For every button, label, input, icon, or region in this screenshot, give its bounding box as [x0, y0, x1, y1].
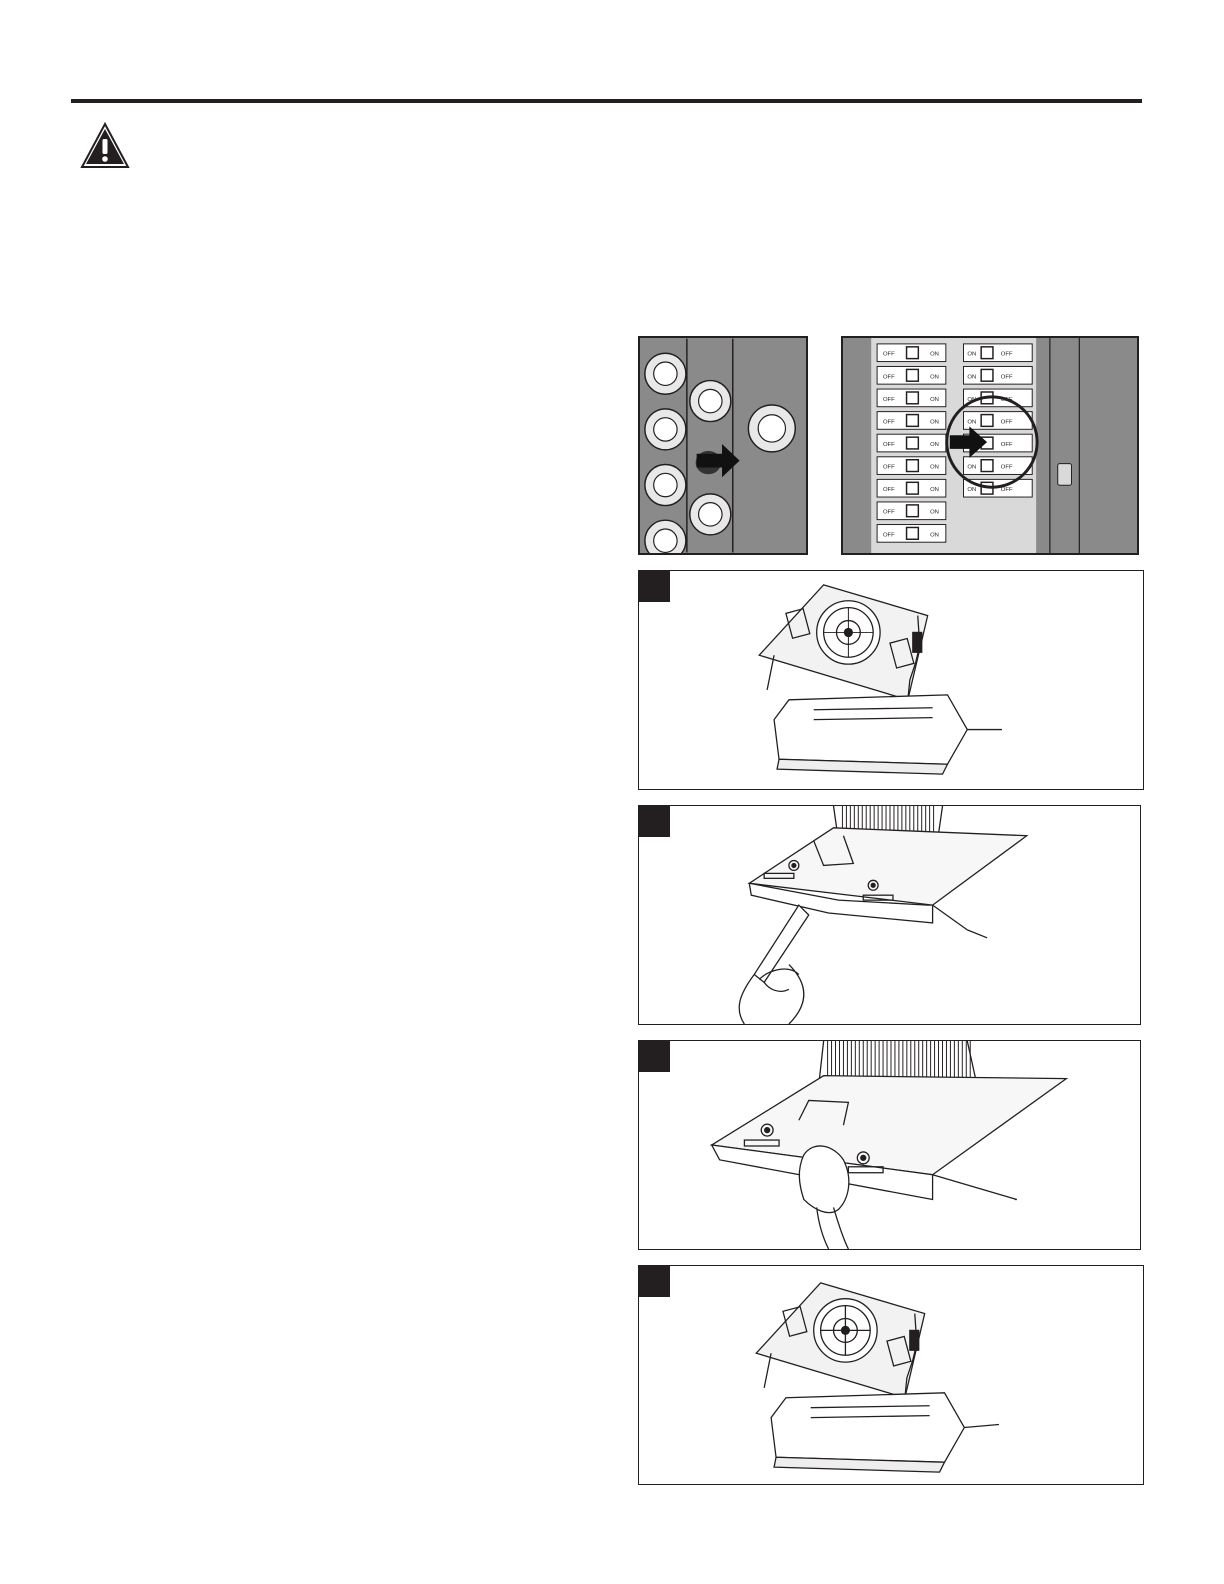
brush-cleaning-drawing — [639, 806, 1140, 1024]
breaker-off-label: OFF — [882, 532, 895, 539]
breaker-right-4 — [963, 412, 1032, 430]
grille-reattached-drawing — [639, 1266, 1143, 1484]
breaker-on-label: ON — [967, 351, 977, 358]
breaker-on-label: ON — [930, 487, 939, 494]
figure-3 — [638, 1040, 1141, 1250]
breaker-panel-drawing — [843, 338, 1137, 553]
breaker-on-label: ON — [967, 487, 977, 494]
breaker-on-label: ON — [967, 419, 977, 426]
figure-2 — [638, 805, 1141, 1025]
breaker-off-label: OFF — [1000, 396, 1013, 403]
breaker-on-label: ON — [930, 374, 939, 381]
breaker-left-4 — [877, 412, 946, 430]
breaker-off-label: OFF — [1000, 351, 1013, 358]
breaker-on-label: ON — [930, 396, 939, 403]
breaker-off-label: OFF — [1000, 374, 1013, 381]
breaker-off-label: OFF — [1000, 441, 1013, 448]
fuse-box-drawing — [640, 338, 806, 553]
breaker-on-label: ON — [967, 374, 977, 381]
fuse-box-illustration — [638, 336, 808, 555]
breaker-right-1 — [963, 344, 1032, 362]
breaker-left-8 — [877, 502, 946, 520]
breaker-off-label: OFF — [1000, 464, 1013, 471]
breaker-off-label: OFF — [882, 396, 895, 403]
breaker-off-label: OFF — [882, 351, 895, 358]
breaker-off-label: OFF — [882, 374, 895, 381]
breaker-on-label: ON — [930, 509, 939, 516]
breaker-left-2 — [877, 366, 946, 384]
grille-separated-drawing — [639, 571, 1143, 789]
breaker-left-5 — [877, 434, 946, 452]
cloth-wiping-drawing — [639, 1041, 1140, 1249]
figure-4 — [638, 1265, 1144, 1485]
breaker-left-3 — [877, 389, 946, 407]
breaker-left-6 — [877, 457, 946, 475]
breaker-left-9 — [877, 525, 946, 543]
breaker-right-6 — [963, 457, 1032, 475]
breaker-off-label: OFF — [882, 419, 895, 426]
breaker-off-label: OFF — [1000, 487, 1013, 494]
breaker-on-label: ON — [930, 351, 939, 358]
breaker-right-2 — [963, 366, 1032, 384]
breaker-off-label: OFF — [882, 509, 895, 516]
breaker-on-label: ON — [967, 464, 977, 471]
breaker-on-label: ON — [930, 441, 939, 448]
breaker-panel-illustration — [841, 336, 1139, 555]
breaker-on-label: ON — [930, 464, 939, 471]
breaker-on-label: ON — [930, 419, 939, 426]
breaker-off-label: OFF — [882, 441, 895, 448]
breaker-off-label: OFF — [882, 464, 895, 471]
breaker-left-7 — [877, 479, 946, 497]
header-rule — [71, 99, 1142, 103]
breaker-off-label: OFF — [882, 487, 895, 494]
breaker-on-label: ON — [967, 396, 977, 403]
breaker-left-1 — [877, 344, 946, 362]
warning-triangle-icon — [80, 122, 130, 170]
figure-1 — [638, 570, 1144, 790]
breaker-off-label: OFF — [1000, 419, 1013, 426]
breaker-on-label: ON — [930, 532, 939, 539]
